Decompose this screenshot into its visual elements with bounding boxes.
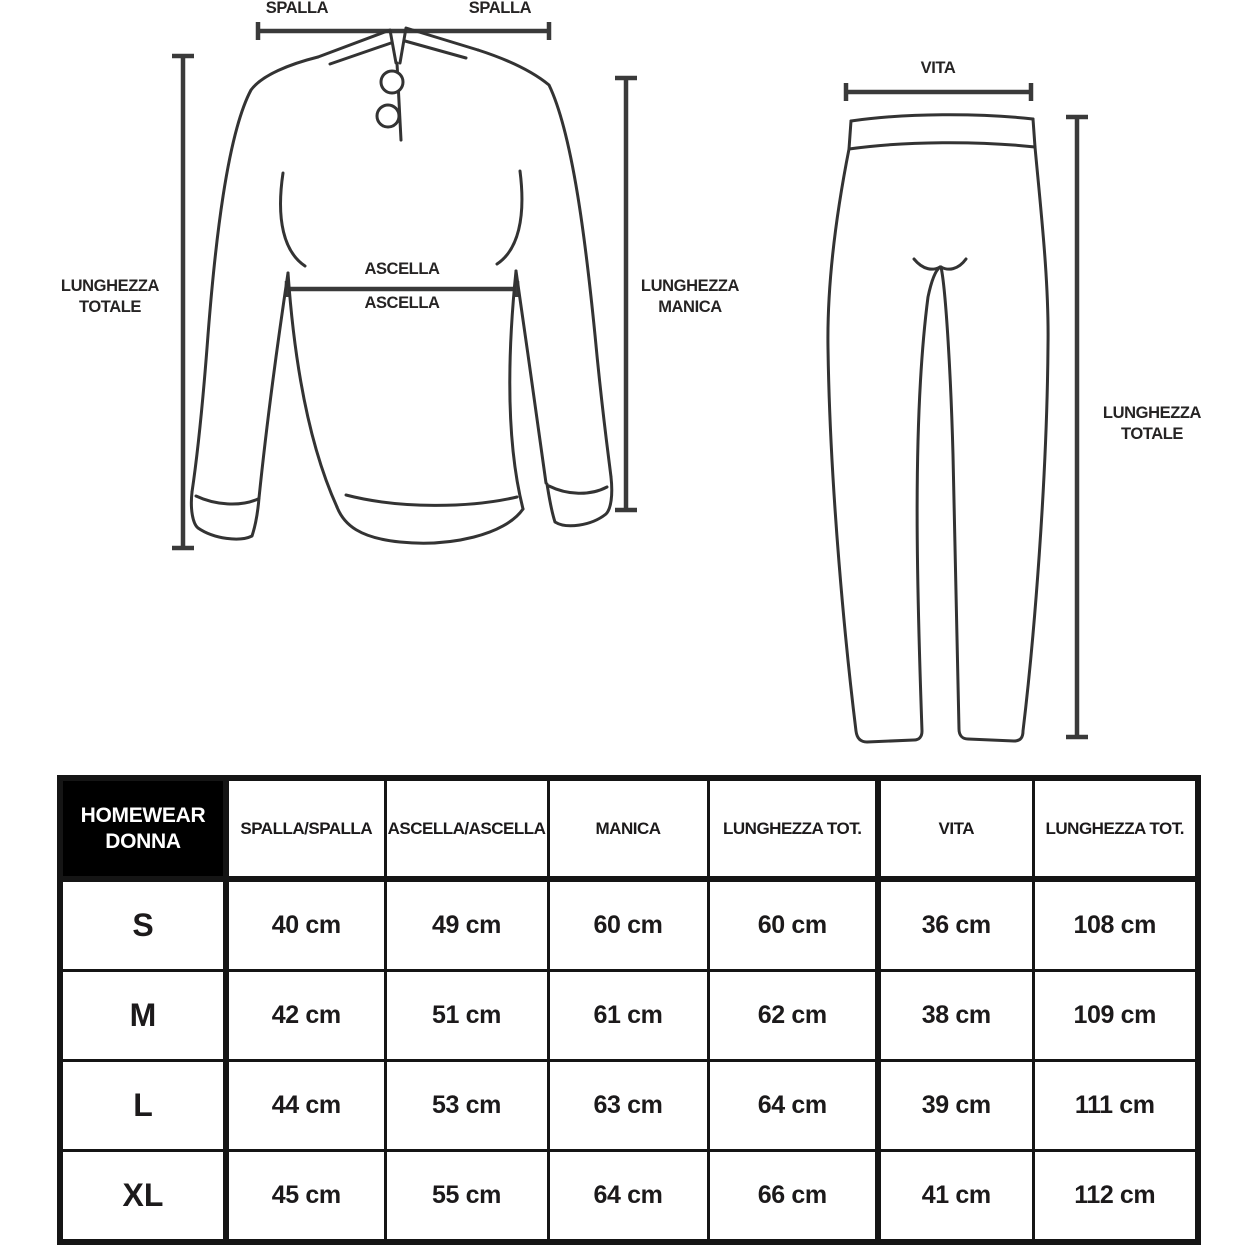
pants-right-leg — [941, 147, 1048, 741]
value-cell: 42 cm — [226, 971, 385, 1061]
table-title-cell — [60, 778, 226, 879]
shirt-hem-line — [346, 495, 517, 505]
value-cell: 38 cm — [878, 971, 1033, 1061]
size-label: XL — [60, 1151, 226, 1243]
table-row-l — [60, 1061, 1198, 1151]
table-title-line2: DONNA — [105, 829, 181, 853]
size-label: M — [60, 971, 226, 1061]
shirt-underarm-label-bottom: ASCELLA — [364, 294, 440, 312]
pants-waist-label: VITA — [920, 59, 956, 77]
value-cell: 49 cm — [385, 879, 548, 971]
shirt-button-top — [381, 71, 403, 93]
value-cell: 53 cm — [385, 1061, 548, 1151]
shirt-total-length-label — [61, 276, 159, 318]
shirt-right-sleeve-inner — [516, 271, 546, 483]
value-cell: 55 cm — [385, 1151, 548, 1243]
table-row-s — [60, 879, 1198, 971]
pants-total-length-line2: TOTALE — [1120, 425, 1184, 443]
pants-length-measure-line — [1066, 117, 1088, 737]
table-row-xl — [60, 1151, 1198, 1243]
shirt-hem-bottom — [337, 507, 523, 543]
sleeve-length-measure-line — [615, 78, 637, 510]
shirt-left-cuff-line — [196, 496, 258, 504]
value-cell: 39 cm — [878, 1061, 1033, 1151]
value-cell: 60 cm — [708, 879, 878, 971]
column-header-spalla: SPALLA/SPALLA — [226, 778, 385, 879]
shirt-button-bottom — [377, 105, 399, 127]
shirt-collar-left-inner — [330, 43, 391, 64]
shirt-left-side — [288, 273, 337, 507]
value-cell: 112 cm — [1033, 1151, 1198, 1243]
size-label: L — [60, 1061, 226, 1151]
value-cell: 108 cm — [1033, 879, 1198, 971]
shirt-length-measure-line — [172, 56, 194, 548]
value-cell: 62 cm — [708, 971, 878, 1061]
shirt-total-length-line2: TOTALE — [78, 298, 142, 316]
value-cell: 64 cm — [548, 1151, 708, 1243]
value-cell: 44 cm — [226, 1061, 385, 1151]
shirt-right-cuff — [547, 477, 612, 526]
pants-crotch-curve-right — [941, 259, 966, 269]
pants-drawing — [828, 115, 1048, 742]
value-cell: 63 cm — [548, 1061, 708, 1151]
table-header-row — [60, 778, 1198, 879]
sleeve-length-line2: MANICA — [658, 298, 722, 316]
value-cell: 64 cm — [708, 1061, 878, 1151]
pants-waistband-bottom — [849, 143, 1035, 149]
shirt-bust-curve-left — [281, 173, 305, 266]
shirt-underarm-label-top: ASCELLA — [364, 260, 440, 278]
pants-crotch-curve-left — [914, 259, 940, 269]
value-cell: 109 cm — [1033, 971, 1198, 1061]
pants-waistband-top — [851, 115, 1033, 121]
size-label: S — [60, 879, 226, 971]
column-header-manica: MANICA — [548, 778, 708, 879]
column-header-lunghezza-tot-pants: LUNGHEZZA TOT. — [1033, 778, 1198, 879]
table-title-line1: HOMEWEAR — [80, 803, 206, 827]
table-row-m — [60, 971, 1198, 1061]
sleeve-length-line1: LUNGHEZZA — [640, 277, 740, 295]
value-cell: 111 cm — [1033, 1061, 1198, 1151]
column-header-vita: VITA — [878, 778, 1033, 879]
value-cell: 51 cm — [385, 971, 548, 1061]
value-cell: 45 cm — [226, 1151, 385, 1243]
value-cell: 40 cm — [226, 879, 385, 971]
value-cell: 36 cm — [878, 879, 1033, 971]
column-header-ascella: ASCELLA/ASCELLA — [385, 778, 548, 879]
pants-total-length-label — [1103, 403, 1201, 445]
size-table — [57, 775, 1201, 1245]
column-header-lunghezza-tot-shirt: LUNGHEZZA TOT. — [708, 778, 878, 879]
pants-left-leg — [828, 149, 940, 742]
waist-measure-line — [846, 83, 1031, 101]
shirt-left-sleeve-inner — [259, 273, 288, 498]
shirt-total-length-line1: LUNGHEZZA — [60, 277, 160, 295]
value-cell: 60 cm — [548, 879, 708, 971]
value-cell: 41 cm — [878, 1151, 1033, 1243]
shirt-shoulder-label-left: SPALLA — [265, 0, 329, 17]
sleeve-length-label — [641, 276, 739, 318]
shirt-drawing — [191, 28, 611, 543]
shirt-right-cuff-line — [549, 486, 607, 493]
value-cell: 66 cm — [708, 1151, 878, 1243]
pants-total-length-line1: LUNGHEZZA — [1102, 404, 1202, 422]
shirt-shoulder-label-right: SPALLA — [468, 0, 532, 17]
value-cell: 61 cm — [548, 971, 708, 1061]
shirt-bust-curve-right — [497, 171, 522, 264]
shirt-left-sleeve-outer — [192, 57, 318, 492]
